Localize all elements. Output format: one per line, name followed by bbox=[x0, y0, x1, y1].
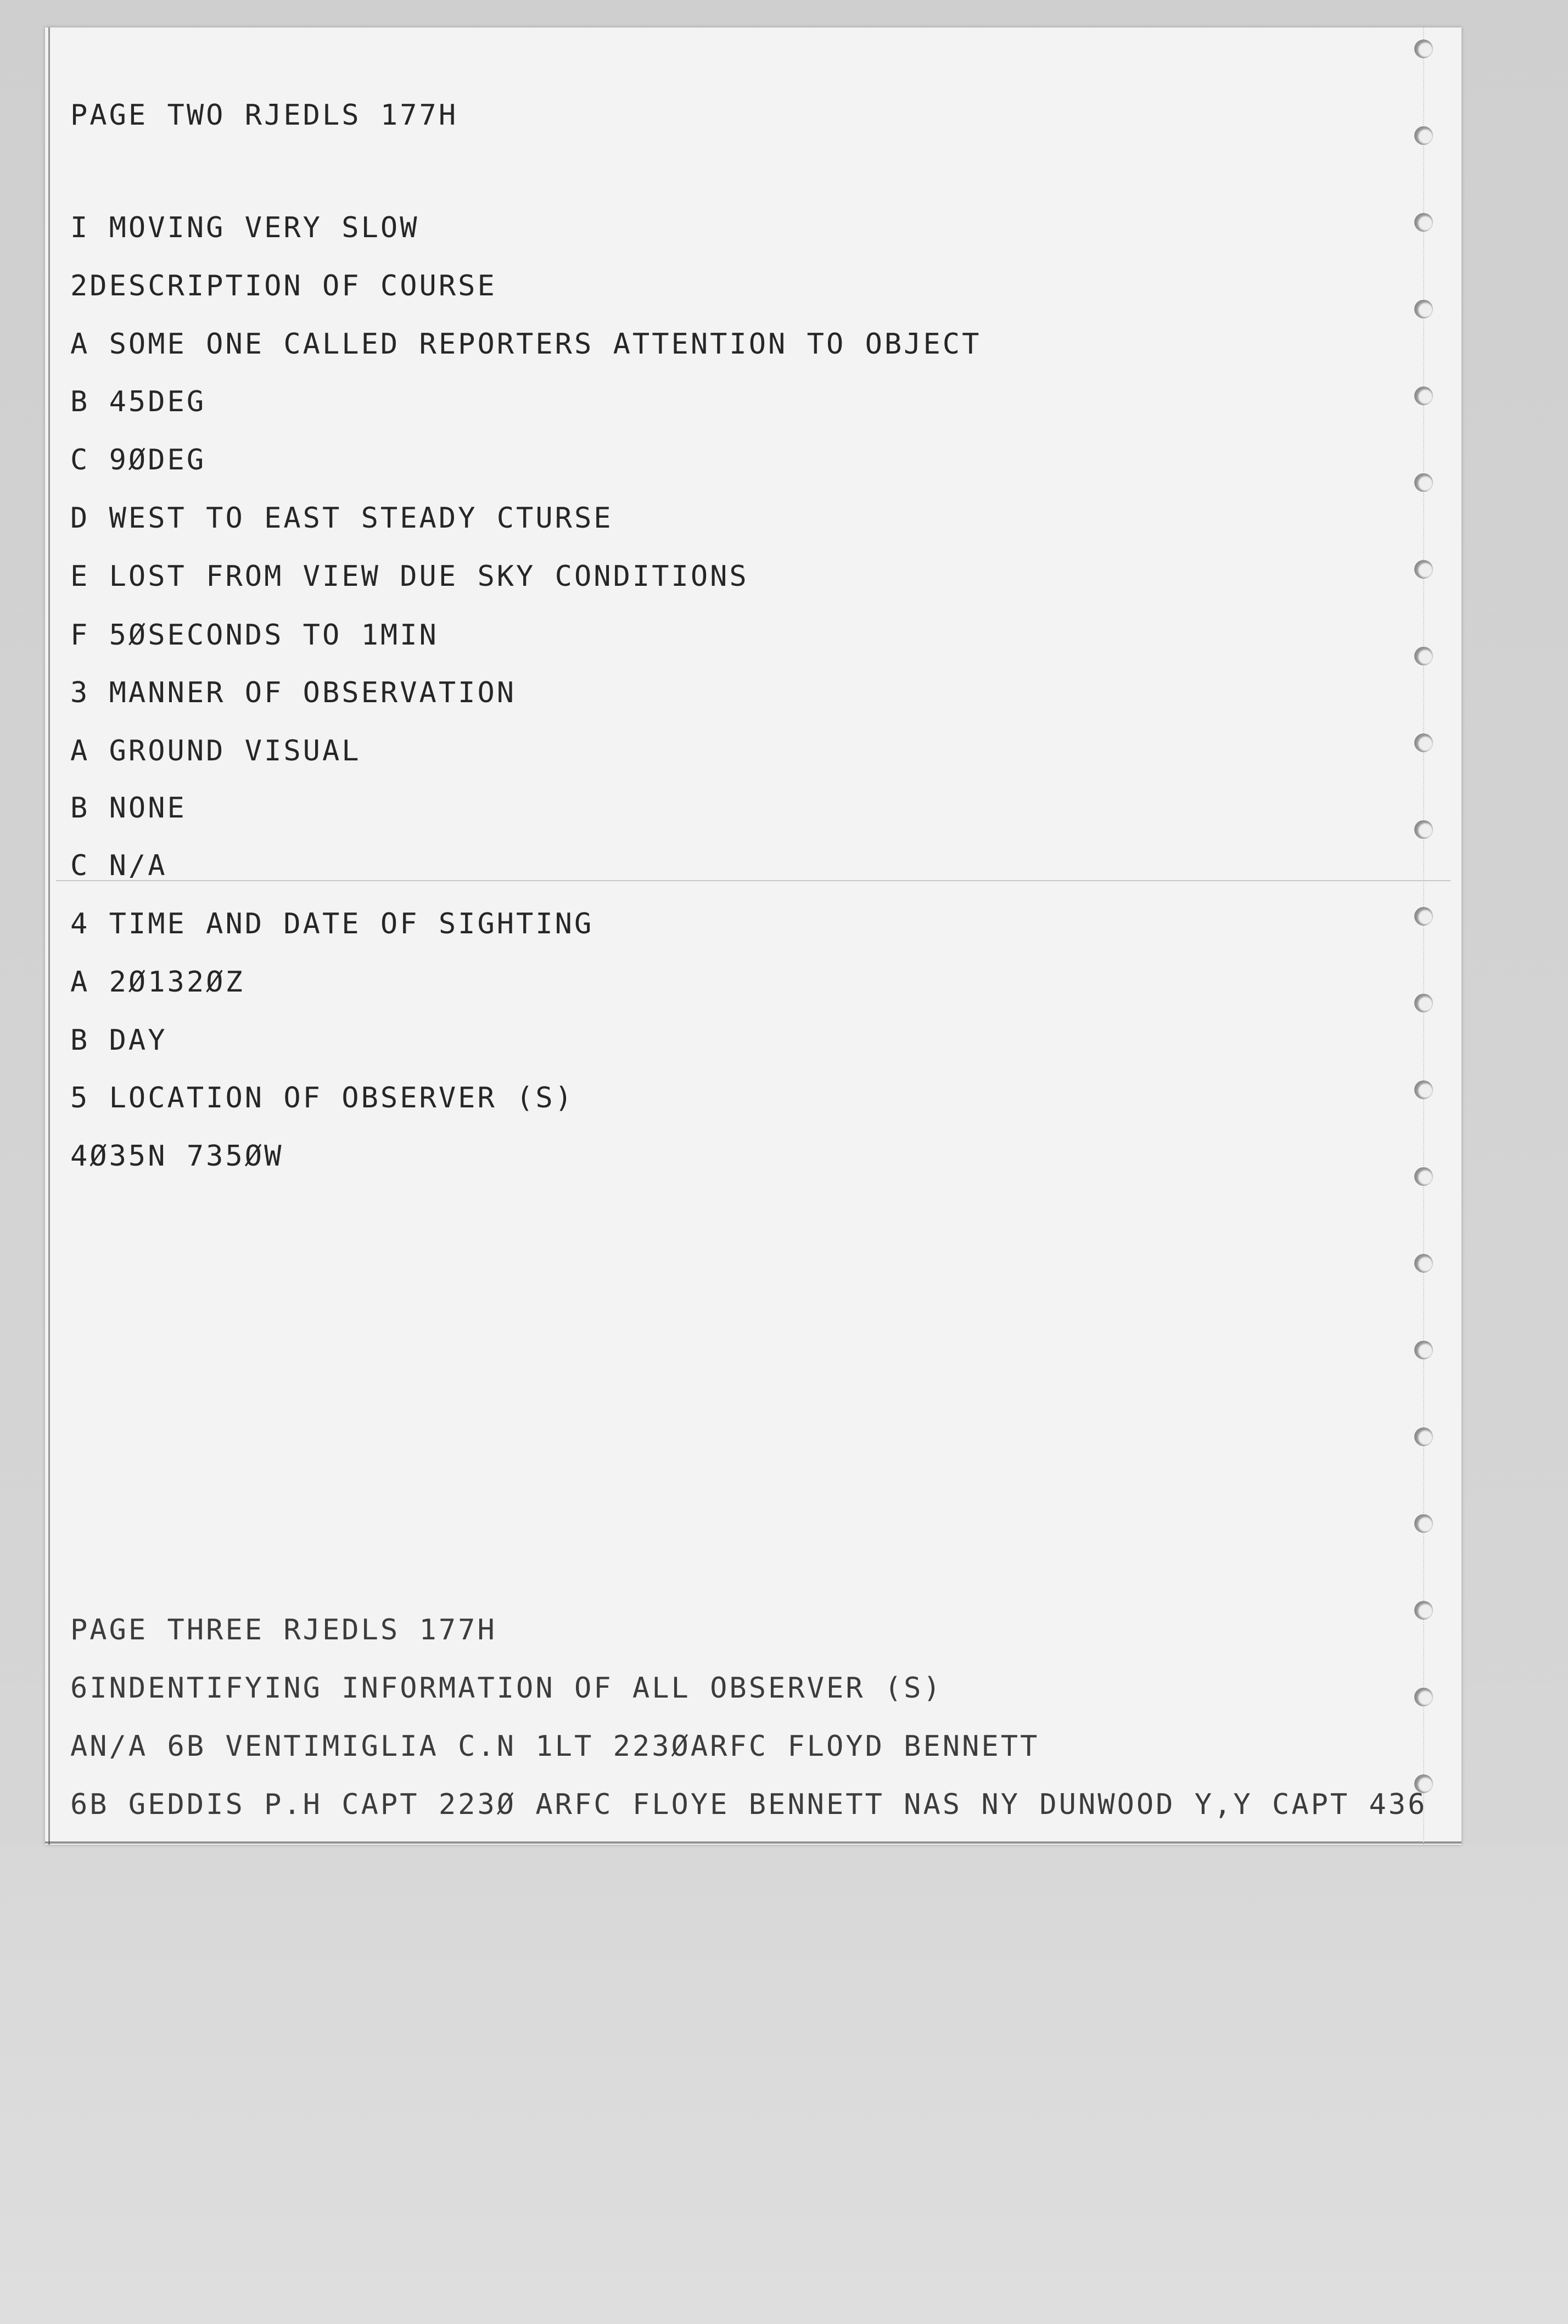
sprocket-hole bbox=[1414, 1080, 1433, 1099]
text-line: I MOVING VERY SLOW bbox=[70, 211, 419, 244]
photo-backdrop-lower bbox=[0, 1845, 1568, 2324]
perforation-fold bbox=[56, 880, 1451, 881]
sprocket-hole bbox=[1414, 1688, 1433, 1706]
text-line: A GROUND VISUAL bbox=[70, 735, 361, 768]
text-line: 6INDENTIFYING INFORMATION OF ALL OBSERVER (S) bbox=[70, 1672, 943, 1705]
sprocket-hole bbox=[1414, 994, 1433, 1012]
sprocket-hole bbox=[1414, 126, 1433, 145]
sprocket-hole bbox=[1414, 300, 1433, 318]
sprocket-hole bbox=[1414, 560, 1433, 579]
text-line: C 9ØDEG bbox=[70, 444, 206, 477]
sprocket-hole bbox=[1414, 647, 1433, 665]
text-line: D WEST TO EAST STEADY CTURSE bbox=[70, 502, 613, 535]
sheet-bottom-edge bbox=[45, 1841, 1461, 1844]
text-line: B 45DEG bbox=[70, 385, 206, 418]
sprocket-hole bbox=[1414, 1601, 1433, 1620]
text-line: 3 MANNER OF OBSERVATION bbox=[70, 676, 517, 709]
text-line: B NONE bbox=[70, 792, 187, 825]
teletype-sheet bbox=[45, 27, 1461, 1845]
sprocket-hole bbox=[1414, 473, 1433, 492]
sprocket-hole bbox=[1414, 40, 1433, 58]
sheet-left-edge bbox=[48, 27, 50, 1845]
text-line: AN/A 6B VENTIMIGLIA C.N 1LT 223ØARFC FLOYD BENNETT bbox=[70, 1730, 1040, 1763]
sprocket-hole bbox=[1414, 820, 1433, 839]
text-line: E LOST FROM VIEW DUE SKY CONDITIONS bbox=[70, 560, 749, 593]
text-line: F 5ØSECONDS TO 1MIN bbox=[70, 619, 439, 652]
text-line: C N/A bbox=[70, 849, 167, 882]
text-line: 4 TIME AND DATE OF SIGHTING bbox=[70, 908, 594, 940]
text-line: 4Ø35N 735ØW bbox=[70, 1140, 284, 1173]
sprocket-hole bbox=[1414, 213, 1433, 232]
text-line: A 2Ø132ØZ bbox=[70, 966, 245, 999]
text-line: 2DESCRIPTION OF COURSE bbox=[70, 270, 497, 303]
page-two-header: PAGE TWO RJEDLS 177H bbox=[70, 99, 458, 132]
text-line: 6B GEDDIS P.H CAPT 223Ø ARFC FLOYE BENNETT NAS NY DUNWOOD Y,Y CAPT 436 bbox=[70, 1788, 1427, 1821]
sprocket-hole bbox=[1414, 1167, 1433, 1186]
page-three-header: PAGE THREE RJEDLS 177H bbox=[70, 1614, 497, 1647]
sprocket-hole bbox=[1414, 387, 1433, 405]
tractor-feed-strip bbox=[1423, 27, 1463, 1845]
sprocket-hole bbox=[1414, 1254, 1433, 1273]
sprocket-hole bbox=[1414, 907, 1433, 926]
text-line: 5 LOCATION OF OBSERVER (S) bbox=[70, 1082, 574, 1115]
text-line: B DAY bbox=[70, 1024, 167, 1057]
sprocket-hole bbox=[1414, 1427, 1433, 1446]
text-line: A SOME ONE CALLED REPORTERS ATTENTION TO OBJECT bbox=[70, 328, 982, 361]
sprocket-hole bbox=[1414, 1514, 1433, 1533]
sprocket-hole bbox=[1414, 733, 1433, 752]
sprocket-hole bbox=[1414, 1341, 1433, 1359]
